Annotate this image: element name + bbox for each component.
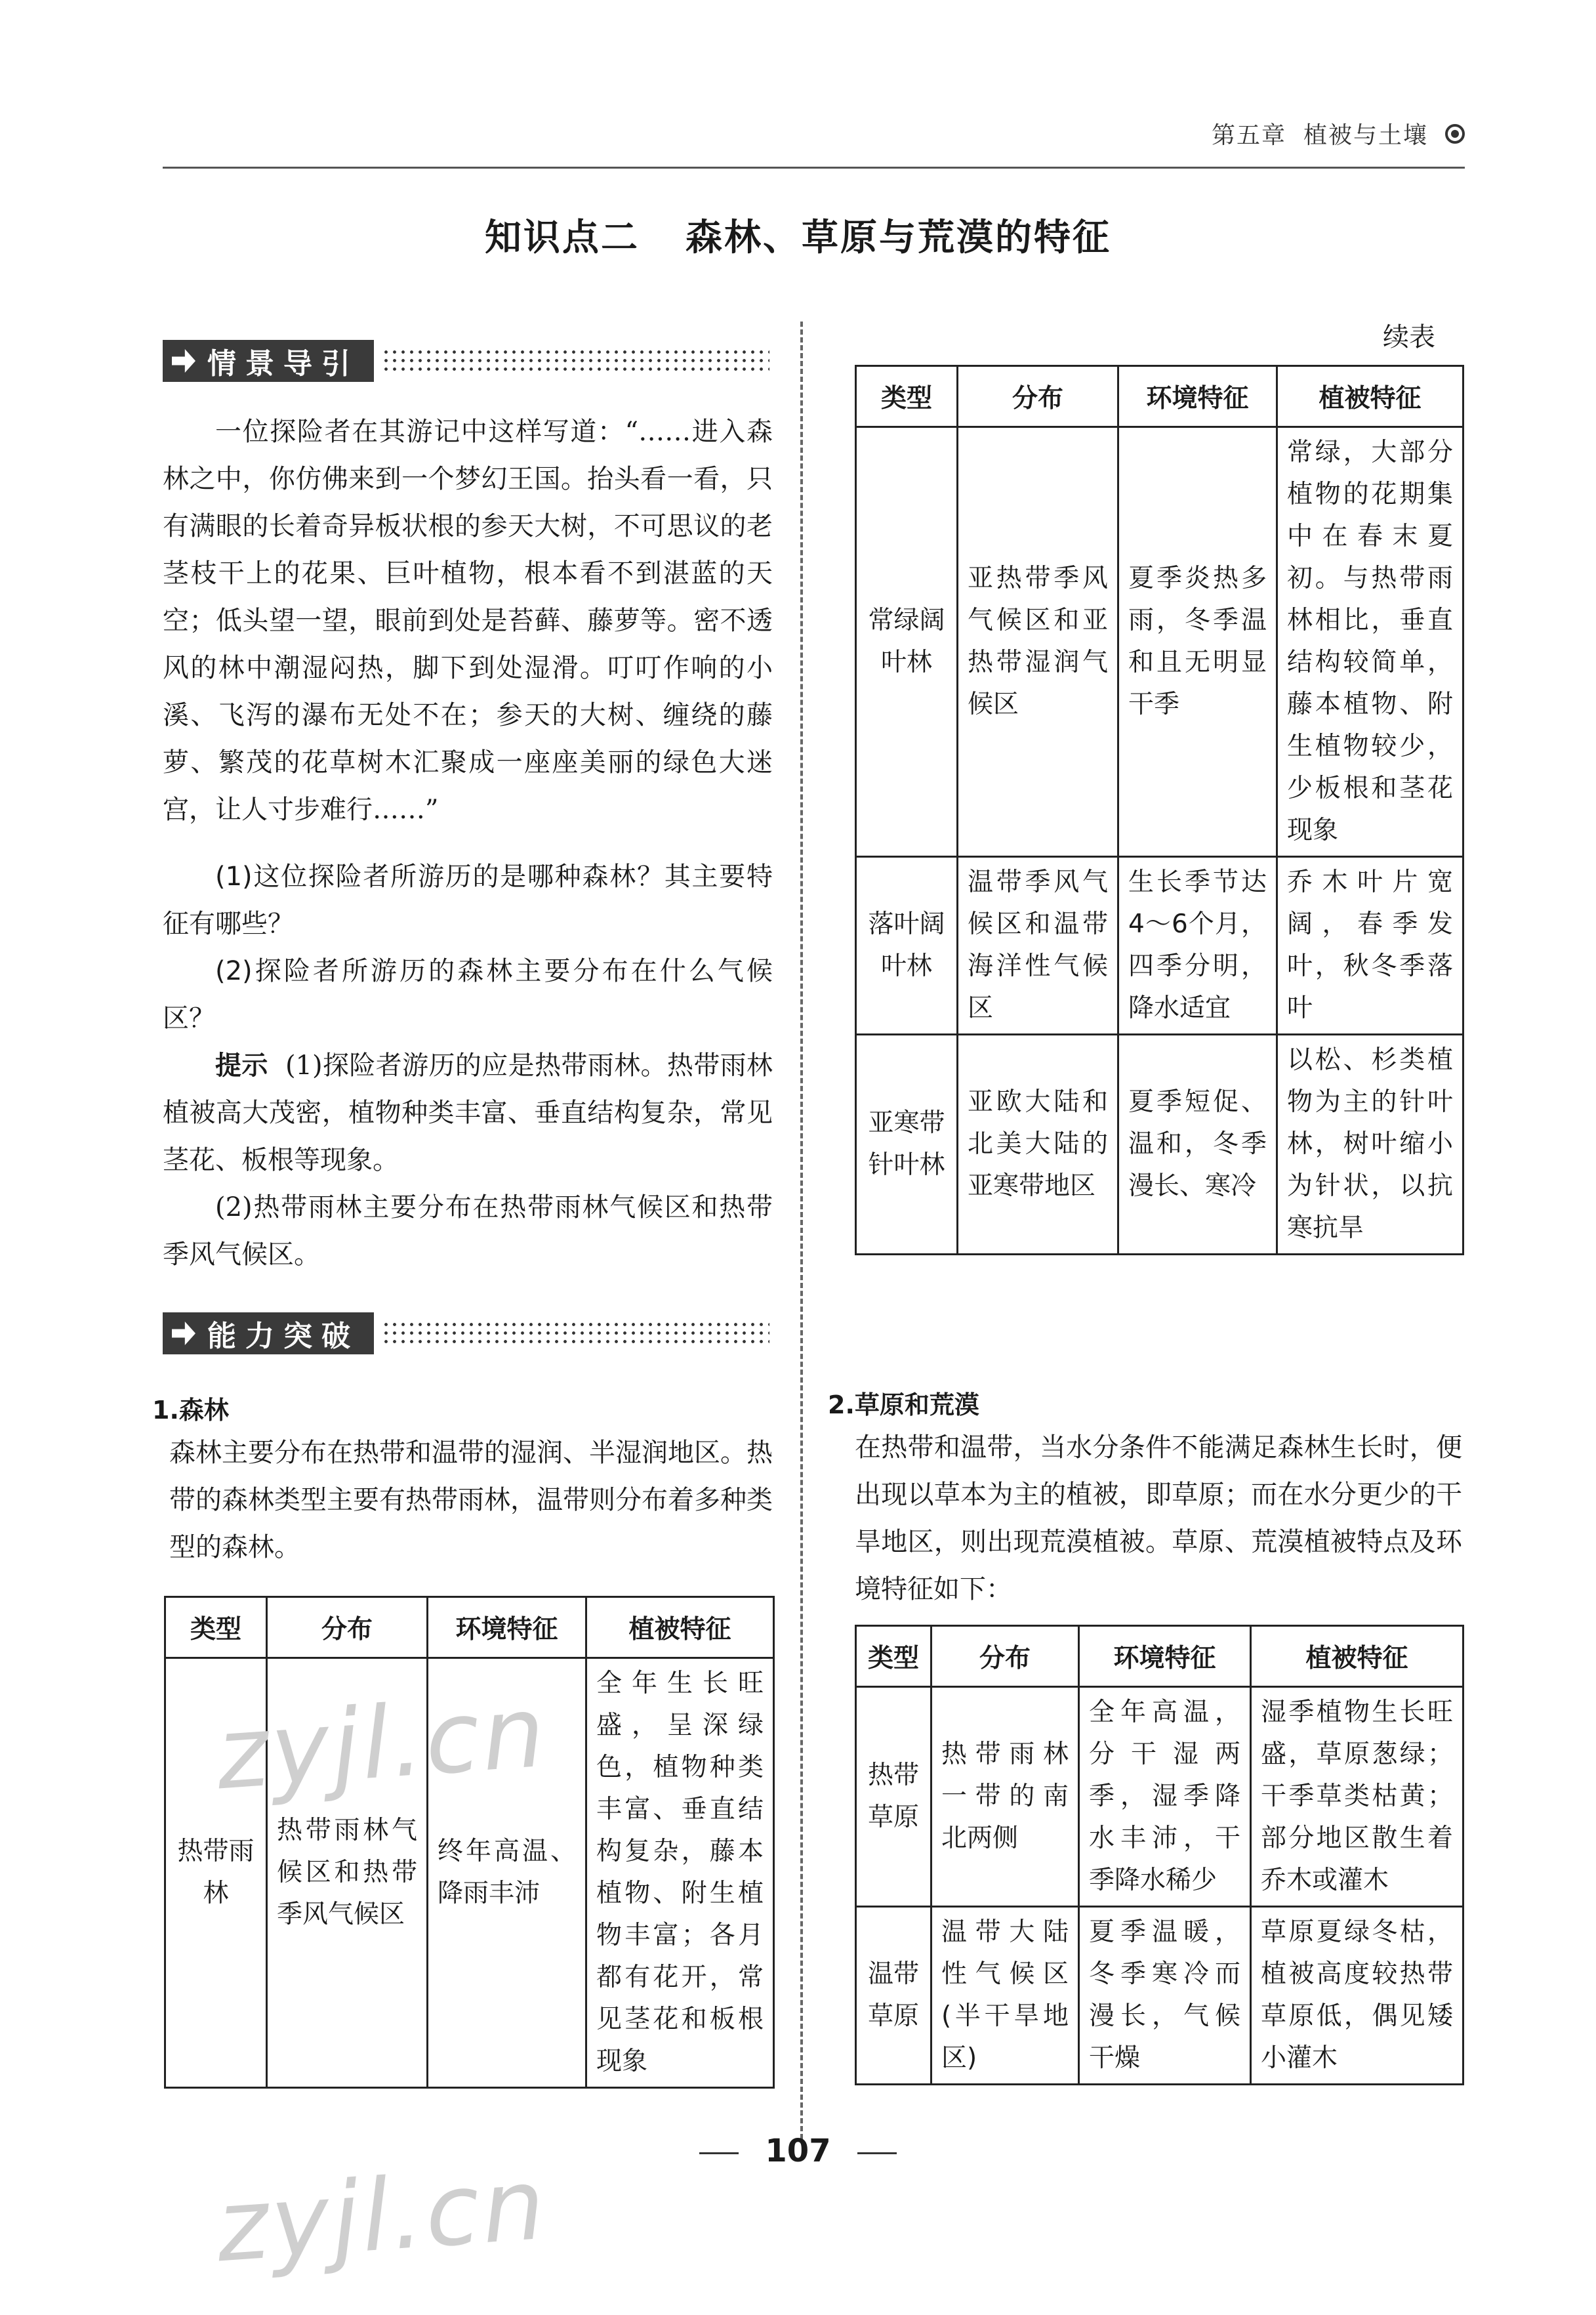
arrow-right-icon	[172, 349, 195, 373]
cell-type: 热带雨林	[165, 1658, 267, 2088]
cell-distribution: 亚热带季风气候区和亚热带湿润气候区	[958, 427, 1118, 857]
cell-distribution: 亚欧大陆和北美大陆的亚寒带地区	[958, 1035, 1118, 1255]
cell-vegetation: 草原夏绿冬枯，植被高度较热带草原低，偶见矮小灌木	[1251, 1907, 1463, 2085]
table-header-row	[856, 366, 1463, 427]
forest-table	[164, 1596, 775, 2089]
header-vegetation: 植被特征	[586, 1597, 774, 1658]
banner-scenario	[163, 340, 769, 382]
hint-paragraph	[163, 1042, 773, 1184]
chapter-header	[1212, 117, 1465, 150]
cell-environment: 生长季节达4～6个月，四季分明，降水适宜	[1118, 857, 1277, 1035]
header-environment: 环境特征	[1079, 1626, 1251, 1687]
page-number	[0, 2133, 1596, 2169]
cell-vegetation: 乔木叶片宽阔，春季发叶，秋冬季落叶	[1277, 857, 1463, 1035]
chapter-number: 第五章	[1211, 122, 1286, 149]
header-vegetation: 植被特征	[1277, 366, 1463, 427]
cell-vegetation: 以松、杉类植物为主的针叶林，树叶缩小为针状，以抗寒抗旱	[1277, 1035, 1463, 1255]
banner-label: 情景导引	[207, 347, 359, 381]
cell-type: 热带草原	[856, 1687, 931, 1907]
dotted-rule	[382, 348, 769, 374]
header-environment: 环境特征	[428, 1597, 586, 1658]
header-distribution: 分布	[267, 1597, 428, 1658]
banner-label: 能力突破	[207, 1320, 359, 1353]
grassland-table	[855, 1625, 1464, 2085]
table-row	[856, 1907, 1463, 2085]
title-part1: 知识点二	[485, 217, 640, 259]
forest-heading: 1.森林	[152, 1396, 229, 1425]
watermark: zyjl.cn	[213, 1675, 551, 1812]
header-rule	[163, 167, 1465, 169]
cell-vegetation: 湿季植物生长旺盛，草原葱绿；干季草类枯黄；部分地区散生着乔木或灌木	[1251, 1687, 1463, 1907]
grassland-intro: 在热带和温带，当水分条件不能满足森林生长时，便出现以草本为主的植被，即草原；而在水分更少的干旱地区，则出现荒漠植被。草原、荒漠植被特点及环境特征如下：	[855, 1432, 1462, 1604]
hint-label: 提示	[215, 1050, 268, 1081]
cell-type: 亚寒带针叶林	[856, 1035, 958, 1255]
cell-distribution: 热带雨林一带的南北两侧	[931, 1687, 1079, 1907]
header-type: 类型	[165, 1597, 267, 1658]
page-title	[0, 209, 1596, 261]
question-1: (1)这位探险者所游历的是哪种森林？其主要特征有哪些？	[163, 862, 773, 939]
bullet-icon	[1445, 124, 1465, 144]
cell-vegetation: 常绿，大部分植物的花期集中在春末夏初。与热带雨林相比，垂直结构较简单，藤本植物、附生植物较少，少板根和茎花现象	[1277, 427, 1463, 857]
cell-environment: 夏季短促、温和，冬季漫长、寒冷	[1118, 1035, 1277, 1255]
cell-environment: 全年高温，分干湿两季，湿季降水丰沛，干季降水稀少	[1079, 1687, 1251, 1907]
cell-environment: 夏季炎热多雨，冬季温和且无明显干季	[1118, 427, 1277, 857]
forest-table-continued	[855, 365, 1464, 1255]
cell-environment: 终年高温、降雨丰沛	[428, 1658, 586, 2088]
scenario-paragraph: 一位探险者在其游记中这样写道：“……进入森林之中，你仿佛来到一个梦幻王国。抬头看一看，只有满眼的长着奇异板状根的参天大树，不可思议的老茎枝干上的花果、巨叶植物，根本看不到湛蓝的天空；低头望一望，眼前到处是苔藓、藤萝等。密不透风的林中潮湿闷热，脚下到处湿滑。叮叮作响的小溪、飞泻的瀑布无处不在；参天的大树、缠绕的藤萝、繁茂的花草树木汇聚成一座座美丽的绿色大迷宫，让人寸步难行……”	[163, 417, 773, 825]
banner-ability	[163, 1312, 769, 1354]
table-row	[856, 1687, 1463, 1907]
cell-type: 温带草原	[856, 1907, 931, 2085]
cell-environment: 夏季温暖，冬季寒冷而漫长，气候干燥	[1079, 1907, 1251, 2085]
title-part2: 森林、草原与荒漠的特征	[685, 217, 1111, 259]
dotted-rule	[382, 1320, 769, 1346]
cell-distribution: 温带大陆性气候区(半干旱地区)	[931, 1907, 1079, 2085]
page-number-text: 107	[765, 2133, 831, 2169]
header-vegetation: 植被特征	[1251, 1626, 1463, 1687]
header-distribution: 分布	[958, 366, 1118, 427]
cell-vegetation: 全年生长旺盛，呈深绿色，植物种类丰富、垂直结构复杂，藤本植物、附生植物丰富；各月都有花开，常见茎花和板根现象	[586, 1658, 774, 2088]
header-environment: 环境特征	[1118, 366, 1277, 427]
cell-type: 落叶阔叶林	[856, 857, 958, 1035]
hint-1: (1)探险者游历的应是热带雨林。热带雨林植被高大茂密，植物种类丰富、垂直结构复杂，常见茎花、板根等现象。	[163, 1051, 773, 1175]
forest-intro: 森林主要分布在热带和温带的湿润、半湿润地区。热带的森林类型主要有热带雨林，温带则分布着多种类型的森林。	[169, 1438, 773, 1562]
question-2: (2)探险者所游历的森林主要分布在什么气候区？	[163, 956, 773, 1033]
header-type: 类型	[856, 1626, 931, 1687]
table-row	[856, 427, 1463, 857]
table-header-row	[165, 1597, 774, 1658]
table-row	[856, 857, 1463, 1035]
watermark: zyjl.cn	[213, 2147, 551, 2285]
continued-label: 续表	[1383, 322, 1435, 352]
header-type: 类型	[856, 366, 958, 427]
column-divider	[800, 322, 803, 2139]
header-distribution: 分布	[931, 1626, 1079, 1687]
arrow-right-icon	[172, 1322, 195, 1345]
table-header-row	[856, 1626, 1463, 1687]
grassland-heading: 2.草原和荒漠	[828, 1390, 979, 1419]
chapter-title: 植被与土壤	[1303, 122, 1428, 149]
cell-type: 常绿阔叶林	[856, 427, 958, 857]
hint-2: (2)热带雨林主要分布在热带雨林气候区和热带季风气候区。	[163, 1192, 773, 1270]
cell-distribution: 热带雨林气候区和热带季风气候区	[267, 1658, 428, 2088]
table-row	[856, 1035, 1463, 1255]
cell-distribution: 温带季风气候区和温带海洋性气候区	[958, 857, 1118, 1035]
